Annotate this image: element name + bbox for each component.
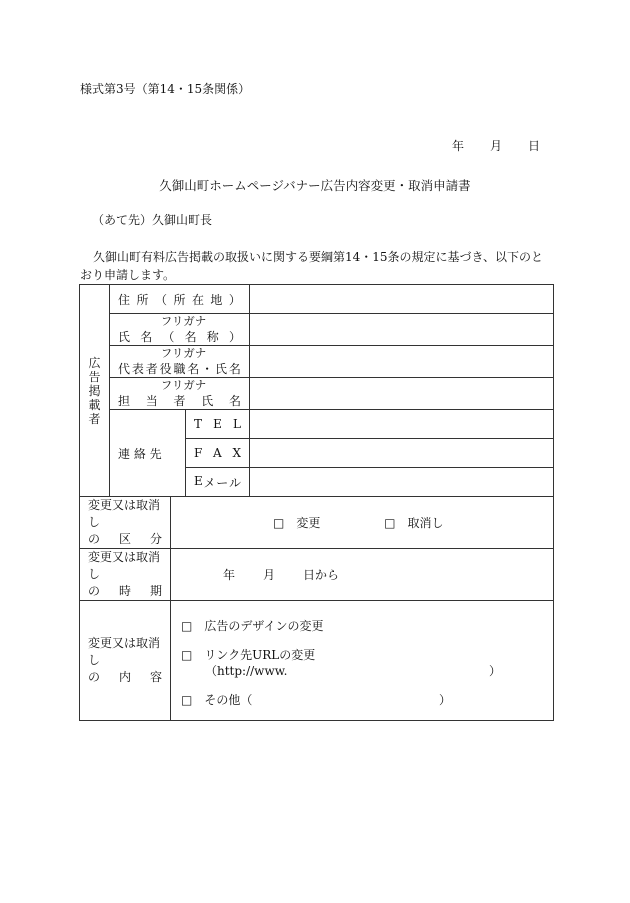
person-furigana: フリガナ [160,378,207,392]
representative-field[interactable] [250,346,554,378]
name-field[interactable] [250,314,554,346]
period-month: 月 [263,568,276,582]
addressee: （あて先）久御山町長 [92,213,213,227]
fax-label: F A X [186,439,250,468]
email-field[interactable] [250,468,554,497]
url-field[interactable]: （http://www. ） [205,663,501,678]
form-number: 様式第3号（第14・15条関係） [80,82,251,96]
contents-options [171,601,554,721]
tel-field[interactable] [250,410,554,439]
document-title: 久御山町ホームページバナー広告内容変更・取消申請書 [159,178,471,193]
period-year: 年 [223,568,236,582]
checkbox-change[interactable]: □ 変更 [273,516,321,530]
contents-label: 変更又は取消し の 内 容 [80,601,171,721]
tel-label: T E L [186,410,250,439]
checkbox-url-change[interactable]: □ リンク先URLの変更 [181,647,316,662]
email-label: E メ ー ル [186,468,250,497]
representative-furigana: フリガナ [160,346,207,360]
period-field[interactable] [171,549,554,601]
checkbox-other[interactable]: □ その他（ ） [181,692,451,707]
name-furigana: フリガナ [160,314,207,328]
address-label: 住 所 （ 所 在 地 ） [110,285,250,314]
category-options [171,497,554,549]
checkbox-cancel[interactable]: □ 取消し [384,516,444,530]
date-year: 年 [452,139,465,153]
category-label: 変更又は取消し の 区 分 [80,497,171,549]
representative-label: フリガナ 代 表 者 役 職 名 ・ 氏 名 [110,346,250,378]
address-field[interactable] [250,285,554,314]
section-label-advertiser: 広 告 掲 載 者 [80,285,110,497]
application-form-table [79,284,554,721]
date-day: 日 [528,139,541,153]
person-field[interactable] [250,378,554,410]
checkbox-design-change[interactable]: □ 広告のデザインの変更 [181,618,324,633]
date-month: 月 [490,139,503,153]
contact-label: 連 絡 先 [110,410,186,497]
fax-field[interactable] [250,439,554,468]
name-label: フリガナ 氏 名 （ 名 称 ） [110,314,250,346]
body-text: 久御山町有料広告掲載の取扱いに関する要綱第14・15条の規定に基づき、以下のとおり申請します。 [80,250,544,282]
person-label: フリガナ 担 当 者 氏 名 [110,378,250,410]
date-line [452,137,540,154]
period-label: 変更又は取消し の 時 期 [80,549,171,601]
period-day: 日から [303,568,340,582]
